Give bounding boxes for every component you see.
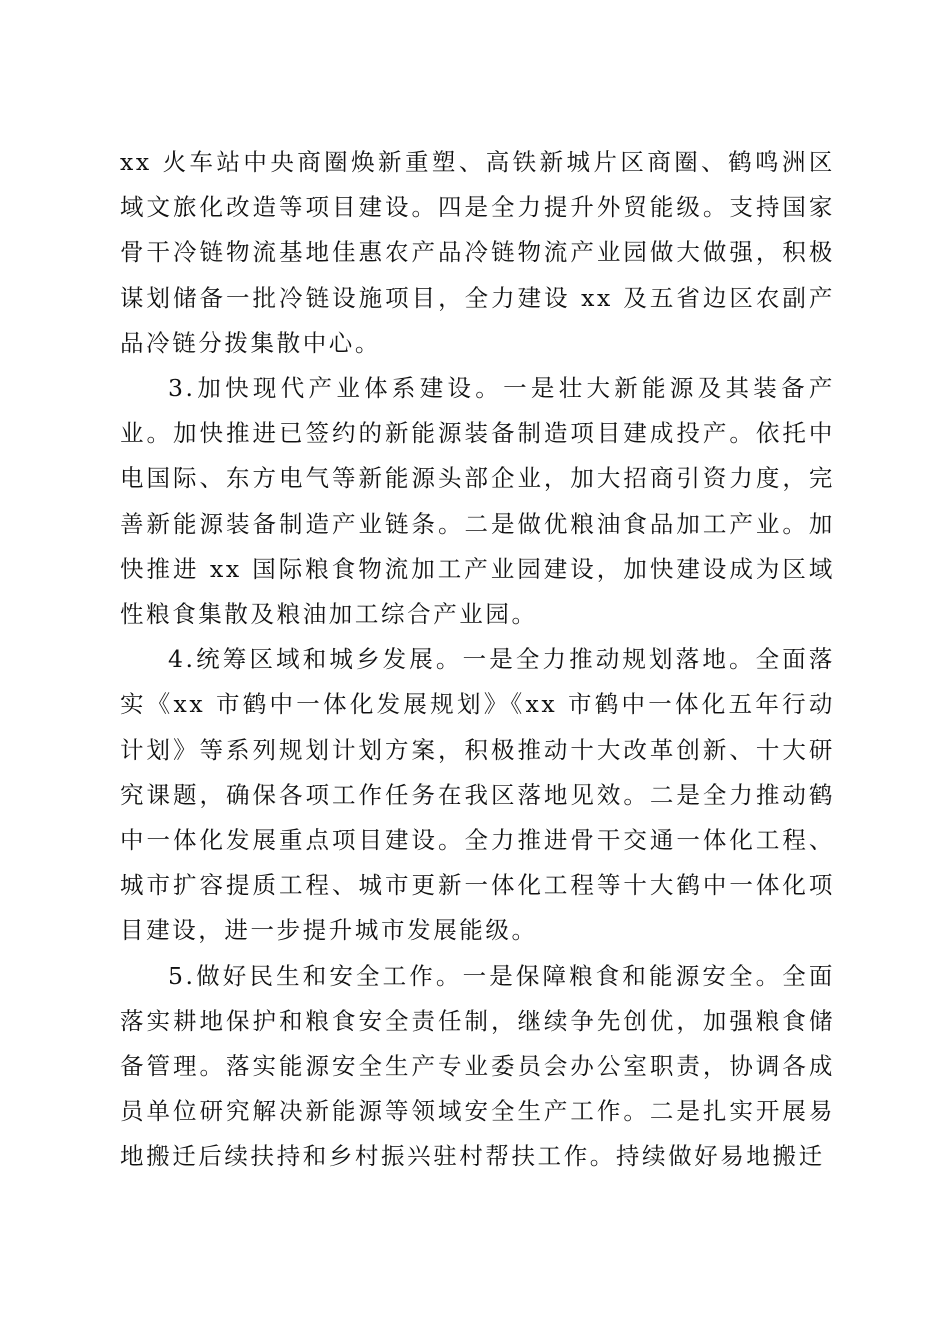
paragraph-item-5: 5.做好民生和安全工作。一是保障粮食和能源安全。全面落实耕地保护和粮食安全责任制，继续争先创优，加强粮食储备管理。落实能源安全生产专业委员会办公室职责，协调各成员单位研究解决新能源等领域安全生产工作。二是扎实开展易地搬迁后续扶持和乡村振兴驻村帮扶工作。持续做好易地搬迁	[120, 961, 835, 1171]
paragraph-item-4: 4.统筹区域和城乡发展。一是全力推动规划落地。全面落实《xx 市鹤中一体化发展规划》《xx 市鹤中一体化五年行动计划》等系列规划计划方案，积极推动十大改革创新、十大研究课题，确保各项工作任务在我区落地见效。二是全力推动鹤中一体化发展重点项目建设。全力推进骨干交通一体化工程、城市扩容提质工程、城市更新一体化工程等十大鹤中一体化项目建设，进一步提升城市发展能级。	[120, 645, 835, 945]
document-body	[120, 140, 835, 1180]
paragraph-continuation: xx 火车站中央商圈焕新重塑、高铁新城片区商圈、鹤鸣洲区域文旅化改造等项目建设。四是全力提升外贸能级。支持国家骨干冷链物流基地佳惠农产品冷链物流产业园做大做强，积极谋划储备一批冷链设施项目，全力建设 xx 及五省边区农副产品冷链分拨集散中心。	[120, 148, 835, 357]
paragraph-item-3: 3.加快现代产业体系建设。一是壮大新能源及其装备产业。加快推进已签约的新能源装备制造项目建成投产。依托中电国际、东方电气等新能源头部企业，加大招商引资力度，完善新能源装备制造产业链条。二是做优粮油食品加工产业。加快推进 xx 国际粮食物流加工产业园建设，加快建设成为区域性粮食集散及粮油加工综合产业园。	[120, 374, 835, 629]
